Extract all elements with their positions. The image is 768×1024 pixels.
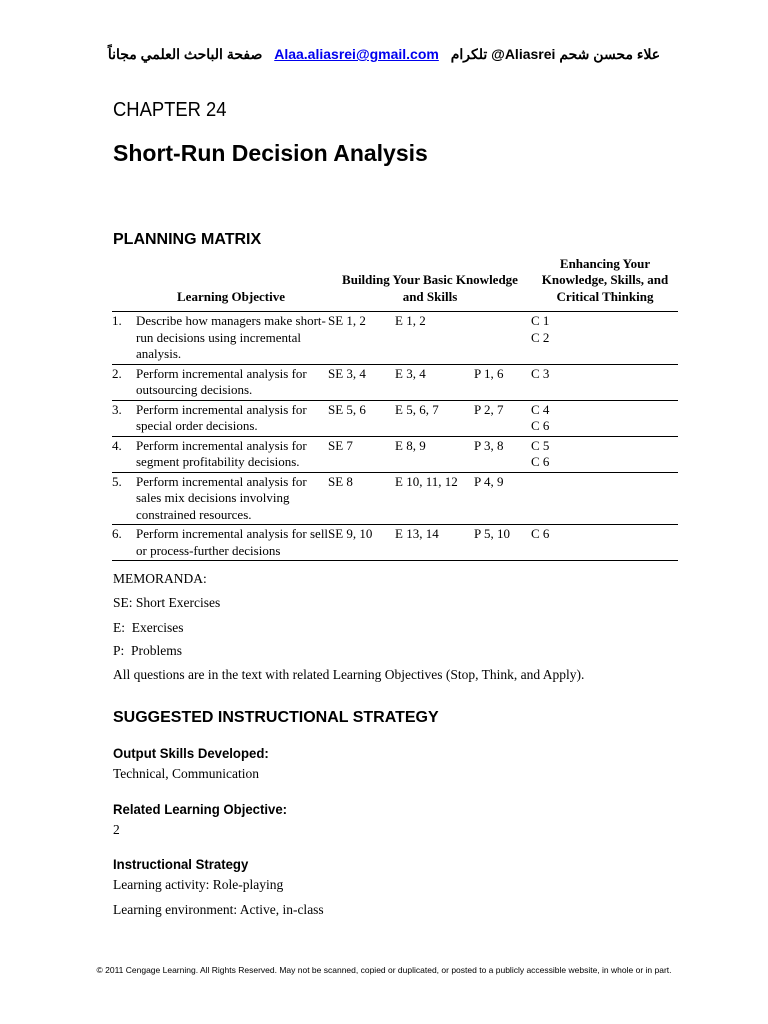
objective-number: 1.: [112, 313, 122, 328]
objective-number: 4.: [112, 437, 122, 453]
objective-number: 5.: [112, 473, 122, 489]
memoranda-note: All questions are in the text with related Learning Objectives (Stop, Think, and Apply).: [113, 667, 585, 682]
short-exercises-cell: SE 3, 4: [328, 365, 366, 381]
exercises-cell: E 1, 2: [395, 313, 426, 328]
short-exercises-cell: SE 9, 10: [328, 526, 373, 541]
email-link[interactable]: Alaa.aliasrei@gmail.com: [274, 46, 439, 62]
objective-description: Perform incremental analysis for outsourcing decisions.: [136, 365, 307, 397]
page-header: [0, 46, 768, 63]
arabic-header-right: تلكرام @Aliasrei علاء محسن شحم: [450, 46, 661, 62]
exercises-cell: E 5, 6, 7: [395, 401, 439, 417]
objective-number: 2.: [112, 365, 122, 381]
exercises-cell: E 13, 14: [395, 526, 439, 541]
matrix-row: [112, 364, 678, 400]
matrix-row: [112, 436, 678, 472]
problems-cell: P 4, 9: [474, 473, 504, 489]
copyright-footer: © 2011 Cengage Learning. All Rights Reserved. May not be scanned, copied or duplicated, or posted to a publicly accessible website, in whole or in part.: [96, 965, 672, 975]
exercises-cell: E 3, 4: [395, 365, 426, 381]
cases-cell: C 4 C 6: [531, 401, 550, 433]
cases-cell: C 6: [531, 526, 550, 541]
problems-cell: P 1, 6: [474, 365, 504, 381]
objective-description: Perform incremental analysis for special order decisions.: [136, 401, 307, 433]
planning-matrix-heading: PLANNING MATRIX: [113, 231, 262, 248]
cases-cell: C 5 C 6: [531, 437, 550, 469]
objective-description: Perform incremental analysis for sales mix decisions involving constrained resources.: [136, 473, 307, 522]
output-skills-heading: Output Skills Developed:: [113, 745, 269, 761]
objective-number: 6.: [112, 526, 122, 541]
header-learning-objective: Learning Objective: [177, 288, 285, 304]
short-exercises-cell: SE 7: [328, 437, 353, 453]
header-enhancing-knowledge: Enhancing Your Knowledge, Skills, and Critical Thinking: [541, 255, 669, 304]
exercises-cell: E 8, 9: [395, 437, 426, 453]
objective-number: 3.: [112, 401, 122, 417]
matrix-row: [112, 524, 678, 561]
memoranda-se: SE: Short Exercises: [113, 595, 221, 610]
short-exercises-cell: SE 1, 2: [328, 313, 366, 328]
matrix-row: [112, 311, 678, 364]
problems-cell: P 2, 7: [474, 401, 504, 417]
short-exercises-cell: SE 8: [328, 473, 353, 489]
matrix-body: [112, 311, 678, 561]
exercises-cell: E 10, 11, 12: [395, 473, 458, 489]
problems-cell: P 5, 10: [474, 526, 510, 541]
objective-description: Perform incremental analysis for segment profitability decisions.: [136, 437, 307, 469]
learning-activity: Learning activity: Role-playing: [113, 877, 284, 892]
instructional-strategy-heading: Instructional Strategy: [113, 856, 249, 872]
matrix-row: [112, 400, 678, 436]
cases-cell: C 1 C 2: [531, 313, 550, 345]
matrix-row: [112, 472, 678, 525]
problems-cell: P 3, 8: [474, 437, 504, 453]
matrix-header-row: [112, 254, 678, 311]
related-objective-heading: Related Learning Objective:: [113, 801, 288, 817]
header-basic-knowledge: Building Your Basic Knowledge and Skills: [342, 272, 518, 304]
cases-cell: C 3: [531, 365, 550, 381]
memoranda-title: MEMORANDA:: [113, 571, 207, 586]
output-skills-value: Technical, Communication: [113, 766, 260, 781]
objective-description: Describe how managers make short-run decisions using incremental analysis.: [136, 313, 326, 361]
planning-matrix-table: [112, 254, 678, 561]
objective-description: Perform incremental analysis for sell or process-further decisions: [136, 526, 329, 558]
related-objective-value: 2: [113, 822, 120, 837]
strategy-heading: SUGGESTED INSTRUCTIONAL STRATEGY: [113, 709, 439, 726]
memoranda-p: P: Problems: [113, 643, 183, 658]
arabic-header-left: صفحة الباحث العلمي مجاناً: [107, 46, 263, 62]
short-exercises-cell: SE 5, 6: [328, 401, 366, 417]
learning-environment: Learning environment: Active, in-class: [113, 902, 324, 917]
chapter-label: CHAPTER 24: [113, 99, 227, 121]
memoranda-e: E: Exercises: [113, 620, 184, 635]
chapter-title: Short-Run Decision Analysis: [113, 140, 428, 166]
